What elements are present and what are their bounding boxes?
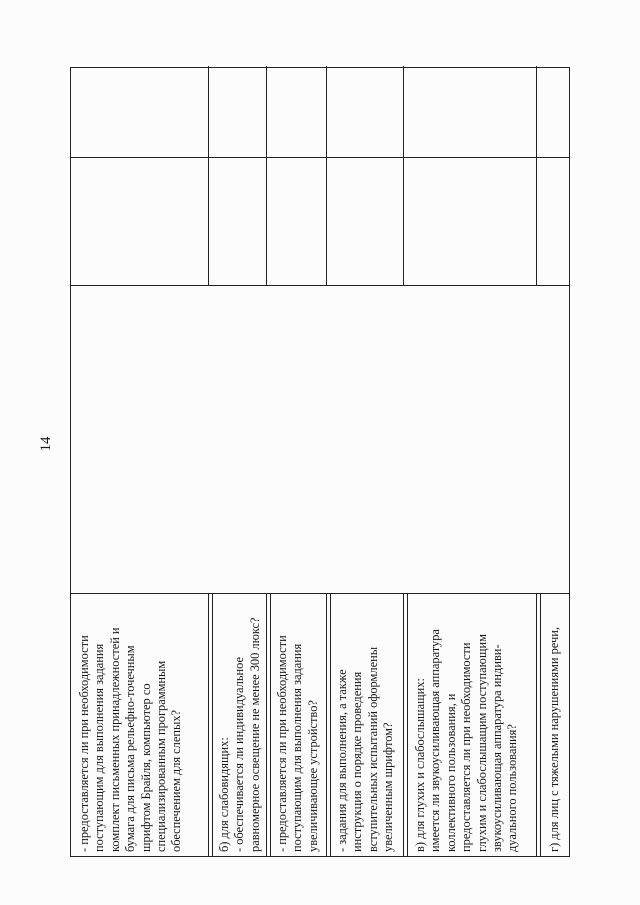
table-row-speech xyxy=(540,594,571,856)
row-line: вступительных испытаний оформлены xyxy=(365,646,380,852)
row-line: поступающим для выполнения задания xyxy=(92,643,107,852)
row-line: - обеспечивается ли индивидуальное xyxy=(232,657,247,852)
page-number: 14 xyxy=(38,436,54,452)
row-line: бумага для письма рельефно-точечным xyxy=(123,645,138,852)
rotated-table-container xyxy=(70,67,570,857)
row-line: шрифтом Брайля, компьютер со xyxy=(138,683,153,852)
table-row-large-print xyxy=(330,594,403,856)
table-row-magnifier xyxy=(270,594,326,856)
table-row-braille xyxy=(71,594,208,856)
row-line: обеспечением для слепых? xyxy=(169,709,184,852)
row-line: дуального пользования? xyxy=(505,724,520,852)
row-line: коллективного пользования, и xyxy=(443,693,458,852)
row-line: предоставляется ли при необходимости xyxy=(459,642,474,852)
row-line: равномерное освещение не менее 300 люкс? xyxy=(247,617,262,852)
row-line: увеличенным шрифтом? xyxy=(381,722,396,852)
checklist-table xyxy=(70,67,570,857)
row-line: б) для слабовидящих: xyxy=(217,737,231,852)
table-row-hearing xyxy=(407,594,536,856)
row-line: имеется ли звукоусиливающая аппаратура xyxy=(428,629,443,852)
row-line: глухим и слабослышащим поступающим xyxy=(474,634,489,852)
row-line: звукоусиливающая аппаратура индиви- xyxy=(490,644,505,852)
table-row-low-vision-lighting xyxy=(212,594,266,856)
row-line: инструкция о порядке проведения xyxy=(350,671,365,852)
row-line: комплект письменных принадлежностей и xyxy=(107,627,122,852)
row-line: - предоставляется ли при необходимости xyxy=(77,635,91,852)
row-line: - задания для выполнения, а также xyxy=(335,669,349,852)
row-line: специализированным программным xyxy=(154,660,169,852)
row-line: - предоставляется ли при необходимости xyxy=(275,635,289,852)
row-line: поступающим для выполнения задания xyxy=(290,643,305,852)
row-line: в) для глухих и слабослышащих: xyxy=(413,678,427,852)
row-line: увеличивающее устройство? xyxy=(305,700,320,852)
row-line: г) для лиц с тяжелыми нарушениями речи, xyxy=(547,627,561,852)
